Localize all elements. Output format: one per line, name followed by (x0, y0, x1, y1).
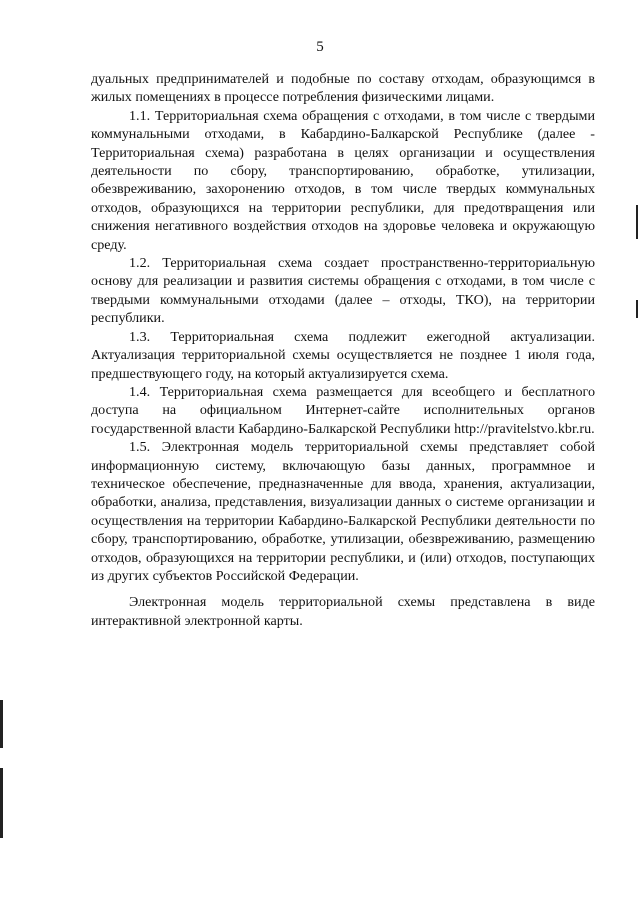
paragraph-1-5: 1.5. Электронная модель территориальной схемы представляет собой информационную систему, включающую базы данных, программное и техническое обеспечение, предназначенные для ввода, хранения, актуализации, обработки, анализа, представления, визуализации данных о системе организации и осуществления на территории Кабардино-Балкарской Республики деятельности по сбору, транспортированию, обработке, утилизации, обезвреживанию, размещению отходов, образующихся на территории республики, и (или) отходов, поступающих из других субъектов Российской Федерации. (91, 439, 595, 584)
paragraph-electronic-map: Электронная модель территориальной схемы представлена в виде интерактивной электронной карты. (91, 594, 595, 629)
document-body (91, 70, 595, 630)
paragraph-1-1: 1.1. Территориальная схема обращения с отходами, в том числе с твердыми коммунальными отходами, в Кабардино-Балкарской Республике (далее - Территориальная схема) разработана в целях организации и осуществления деятельности по сбору, транспортированию, обработке, утилизации, обезвреживанию, захоронению отходов, в том числе твердых коммунальных отходов, образующихся на территории республики, для предотвращения или снижения негативного воздействия отходов на здоровье человека и окружающую среду. (91, 107, 595, 253)
paragraph-1-4: 1.4. Территориальная схема размещается для всеобщего и бесплатного доступа на официальном Интернет-сайте исполнительных органов государственной власти Кабардино-Балкарской Республики http://pravitelstvo.kbr.ru. (91, 383, 595, 437)
scan-edge-mark (0, 768, 3, 838)
paragraph-continuation: дуальных предпринимателей и подобные по составу отходам, образующимся в жилых помещениях в процессе потребления физическими лицами. (91, 71, 595, 106)
scan-edge-mark (0, 700, 3, 748)
page-number: 5 (316, 39, 324, 55)
scan-edge-mark (636, 205, 638, 239)
paragraph-1-2: 1.2. Территориальная схема создает пространственно-территориальную основу для реализации и развития системы обращения с отходами, в том числе с твердыми коммунальными отходами (далее – отходы, ТКО), на территории республики. (91, 255, 595, 327)
scan-edge-mark (636, 300, 638, 318)
paragraph-1-3: 1.3. Территориальная схема подлежит ежегодной актуализации. Актуализация территориальной схемы осуществляется не позднее 1 июля года, предшествующего году, на который актуализируется схема. (91, 328, 595, 382)
